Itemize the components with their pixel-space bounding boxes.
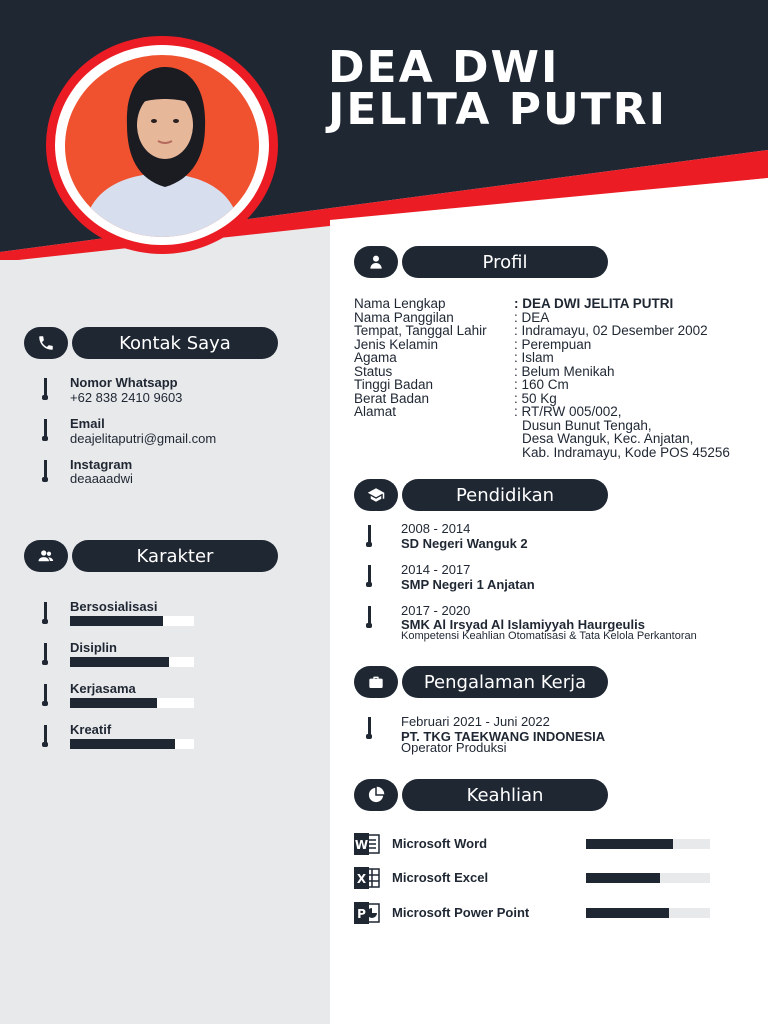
skills-section-header xyxy=(354,779,608,811)
profile-key: Tempat, Tanggal Lahir xyxy=(354,323,487,338)
profile-photo xyxy=(65,55,259,237)
contact-label-email: Email xyxy=(70,416,105,431)
contact-section-header xyxy=(24,327,278,359)
profile-row xyxy=(354,392,730,406)
profile-value: : Belum Menikah xyxy=(514,363,615,379)
profile-value: : Islam xyxy=(514,350,554,365)
profile-value: : RT/RW 005/002, xyxy=(514,404,622,419)
profile-value: : Indramayu, 02 Desember 2002 xyxy=(514,323,708,338)
education-period: 2017 - 2020 xyxy=(401,603,471,618)
profile-row xyxy=(354,378,730,392)
character-label: Kerjasama xyxy=(70,681,136,696)
education-period: 2014 - 2017 xyxy=(401,562,471,577)
education-bullet xyxy=(368,565,371,585)
word-icon-letter: W xyxy=(354,838,369,852)
profile-value: : Perempuan xyxy=(514,336,592,352)
contact-bullet xyxy=(44,460,47,480)
skill-bar-fill xyxy=(586,839,673,849)
skill-bar-fill xyxy=(586,873,660,883)
excel-icon xyxy=(354,867,380,889)
education-section-header xyxy=(354,479,608,511)
character-section-header xyxy=(24,540,278,572)
profile-row xyxy=(354,297,730,311)
contact-value-instagram: deaaaadwi xyxy=(70,471,133,486)
graduation-cap-icon xyxy=(354,479,398,511)
contact-label-instagram: Instagram xyxy=(70,457,133,472)
contact-value-whatsapp: +62 838 2410 9603 xyxy=(70,390,183,405)
experience-period: Februari 2021 - Juni 2022 xyxy=(401,714,550,729)
profile-key: Berat Badan xyxy=(354,390,430,406)
character-bar-track xyxy=(70,698,194,708)
character-bar-fill xyxy=(70,657,169,667)
character-label: Bersosialisasi xyxy=(70,599,158,614)
person-avatar xyxy=(65,55,259,237)
users-icon xyxy=(24,540,68,572)
experience-role: Operator Produksi xyxy=(401,740,507,755)
education-school: SMK Al Irsyad Al Islamiyyah Haurgeulis xyxy=(401,617,645,632)
skill-bar-track xyxy=(586,873,710,883)
character-label: Kreatif xyxy=(70,722,112,737)
education-school: SD Negeri Wanguk 2 xyxy=(401,536,528,551)
skill-bar-track xyxy=(586,908,710,918)
profile-value: : 50 Kg xyxy=(514,390,557,406)
excel-icon-letter: X xyxy=(356,872,367,886)
experience-company: PT. TKG TAEKWANG INDONESIA xyxy=(401,729,606,744)
education-period: 2008 - 2014 xyxy=(401,521,471,536)
profile-row xyxy=(354,338,730,352)
character-label: Disiplin xyxy=(70,640,117,655)
profile-value: : DEA DWI JELITA PUTRI xyxy=(514,296,674,311)
character-bullet xyxy=(44,725,47,745)
contact-bullet xyxy=(44,378,47,398)
character-bullet xyxy=(44,684,47,704)
profile-row xyxy=(354,405,730,459)
powerpoint-icon-letter: P xyxy=(357,907,366,921)
profile-section-header xyxy=(354,246,608,278)
profile-row xyxy=(354,365,730,379)
character-bar-fill xyxy=(70,616,163,626)
education-bullet xyxy=(368,606,371,626)
skills-title: Keahlian xyxy=(402,779,608,811)
profile-value: : DEA xyxy=(514,309,550,325)
profile-address xyxy=(514,405,730,459)
profile-title: Profil xyxy=(402,246,608,278)
address-line: Dusun Bunut Tengah, xyxy=(522,417,652,433)
skill-label: Microsoft Power Point xyxy=(392,905,530,920)
skill-label: Microsoft Word xyxy=(392,836,488,851)
education-school: SMP Negeri 1 Anjatan xyxy=(401,577,535,592)
contact-value-email: deajelitaputri@gmail.com xyxy=(70,431,217,446)
profile-row xyxy=(354,351,730,365)
skill-bar-fill xyxy=(586,908,669,918)
experience-bullet xyxy=(368,717,371,737)
powerpoint-icon xyxy=(354,902,380,924)
experience-title: Pengalaman Kerja xyxy=(402,666,608,698)
skill-label: Microsoft Excel xyxy=(392,870,489,885)
skill-bar-track xyxy=(586,839,710,849)
character-bar-fill xyxy=(70,739,175,749)
profile-key: Nama Lengkap xyxy=(354,296,446,311)
profile-value: : 160 Cm xyxy=(514,377,569,392)
profile-table xyxy=(354,297,730,459)
name-second-line: JELITA PUTRI xyxy=(328,84,668,135)
profile-row xyxy=(354,324,730,338)
profile-row xyxy=(354,311,730,325)
character-bar-fill xyxy=(70,698,157,708)
character-title: Karakter xyxy=(72,540,278,572)
profile-key: Agama xyxy=(354,350,397,365)
education-title: Pendidikan xyxy=(402,479,608,511)
user-icon xyxy=(354,246,398,278)
character-bullet xyxy=(44,643,47,663)
profile-key: Alamat xyxy=(354,404,397,419)
address-line: Desa Wanguk, Kec. Anjatan, xyxy=(522,431,694,446)
character-bullet xyxy=(44,602,47,622)
education-bullet xyxy=(368,525,371,545)
name-first-line: DEA DWI xyxy=(328,42,560,93)
contact-title: Kontak Saya xyxy=(72,327,278,359)
pie-chart-icon xyxy=(354,779,398,811)
contact-bullet xyxy=(44,419,47,439)
character-bar-track xyxy=(70,657,194,667)
profile-key: Tinggi Badan xyxy=(354,377,434,392)
briefcase-icon xyxy=(354,666,398,698)
address-line: Kab. Indramayu, Kode POS 45256 xyxy=(522,444,730,460)
character-bar-track xyxy=(70,616,194,626)
profile-key: Jenis Kelamin xyxy=(354,336,439,352)
contact-label-whatsapp: Nomor Whatsapp xyxy=(70,375,178,390)
word-icon xyxy=(354,833,380,855)
profile-key: Status xyxy=(354,363,393,379)
character-bar-track xyxy=(70,739,194,749)
experience-section-header xyxy=(354,666,608,698)
phone-icon xyxy=(24,327,68,359)
profile-key: Nama Panggilan xyxy=(354,309,454,325)
education-note: Kompetensi Keahlian Otomatisasi & Tata Kelola Perkantoran xyxy=(401,630,697,642)
